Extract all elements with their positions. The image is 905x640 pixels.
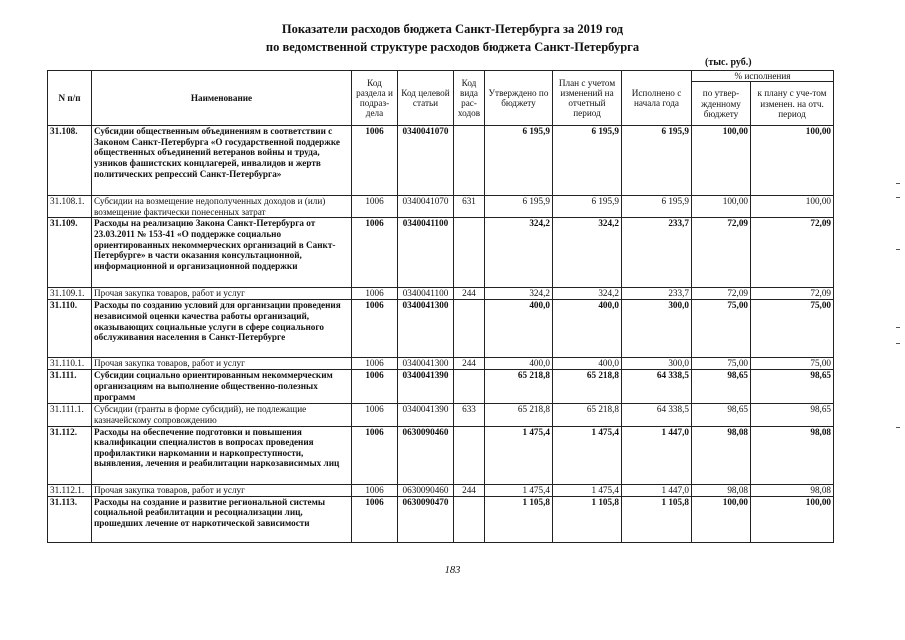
row-expense-type-code (454, 496, 485, 542)
header-executed: Исполнено с начала года (622, 71, 692, 126)
budget-table (47, 70, 834, 543)
header-num: N п/п (48, 71, 92, 126)
row-executed: 6 195,9 (622, 196, 692, 218)
row-expense-type-code: 244 (454, 288, 485, 300)
row-number: 31.108.1. (48, 196, 92, 218)
header-plan: План с учетом изменений на отчетный период (553, 71, 622, 126)
row-pct-approved: 98,65 (692, 370, 751, 404)
row-expense-type-code: 631 (454, 196, 485, 218)
row-pct-approved: 100,00 (692, 496, 751, 542)
row-number: 31.108. (48, 126, 92, 196)
row-number: 31.113. (48, 496, 92, 542)
row-target-code: 0340041300 (398, 300, 454, 358)
row-approved: 1 105,8 (485, 496, 553, 542)
table-row (48, 126, 834, 196)
row-pct-approved: 75,00 (692, 358, 751, 370)
row-executed: 233,7 (622, 288, 692, 300)
row-number: 31.111. (48, 370, 92, 404)
row-target-code: 0630090460 (398, 426, 454, 484)
row-plan: 400,0 (553, 358, 622, 370)
page-number: 183 (444, 565, 461, 576)
row-plan: 65 218,8 (553, 370, 622, 404)
header-pct-plan: к плану с уче-том изменен. на отч. период (751, 82, 834, 126)
row-name: Субсидии социально ориентированным некоммерческим организациям на выполнение общественно-полезных программ (92, 370, 352, 404)
row-pct-approved: 100,00 (692, 196, 751, 218)
row-section-code: 1006 (352, 288, 398, 300)
row-plan: 6 195,9 (553, 126, 622, 196)
row-pct-plan: 72,09 (751, 288, 834, 300)
row-name: Расходы на обеспечение подготовки и повышения квалификации специалистов в вопросах проведения профилактики наркомании и наркопреступности, выявления, лечения и реабилитации наркозависимых лиц (92, 426, 352, 484)
table-row (48, 358, 834, 370)
row-executed: 64 338,5 (622, 370, 692, 404)
row-pct-approved: 98,65 (692, 404, 751, 426)
row-number: 31.109.1. (48, 288, 92, 300)
row-pct-plan: 72,09 (751, 218, 834, 288)
row-target-code: 0340041390 (398, 370, 454, 404)
row-plan: 400,0 (553, 300, 622, 358)
row-section-code: 1006 (352, 426, 398, 484)
row-plan: 1 105,8 (553, 496, 622, 542)
row-section-code: 1006 (352, 218, 398, 288)
table-row (48, 196, 834, 218)
table-row (48, 404, 834, 426)
header-pct-approved: по утвер-жденному бюджету (692, 82, 751, 126)
row-name: Расходы на реализацию Закона Санкт-Петербурга от 23.03.2011 № 153-41 «О поддержке социально ориентированных некоммерческих организаций в Санкт-Петербурге» в части оказания консультационной, информационной и организационной поддержки (92, 218, 352, 288)
units-label: (тыс. руб.) (705, 57, 752, 68)
row-target-code: 0340041390 (398, 404, 454, 426)
row-executed: 300,0 (622, 358, 692, 370)
row-pct-plan: 100,00 (751, 196, 834, 218)
row-approved: 324,2 (485, 218, 553, 288)
row-plan: 6 195,9 (553, 196, 622, 218)
header-name: Наименование (92, 71, 352, 126)
table-row (48, 288, 834, 300)
row-pct-plan: 98,08 (751, 426, 834, 484)
row-plan: 1 475,4 (553, 426, 622, 484)
row-section-code: 1006 (352, 126, 398, 196)
header-approved: Утверждено по бюджету (485, 71, 553, 126)
row-executed: 300,0 (622, 300, 692, 358)
row-pct-plan: 75,00 (751, 358, 834, 370)
row-target-code: 0340041300 (398, 358, 454, 370)
row-executed: 1 447,0 (622, 484, 692, 496)
header-target-code: Код целевой статьи (398, 71, 454, 126)
row-pct-approved: 75,00 (692, 300, 751, 358)
row-plan: 65 218,8 (553, 404, 622, 426)
row-name: Субсидии на возмещение недополученных доходов и (или) возмещение фактически понесенных затрат (92, 196, 352, 218)
row-target-code: 0340041070 (398, 196, 454, 218)
row-name: Расходы по созданию условий для организации проведения независимой оценки качества работы организаций, оказывающих социальные услуги в сфере социального обслуживания населения в Санкт-Петербурге (92, 300, 352, 358)
row-pct-approved: 100,00 (692, 126, 751, 196)
row-target-code: 0340041100 (398, 218, 454, 288)
row-expense-type-code (454, 300, 485, 358)
row-number: 31.111.1. (48, 404, 92, 426)
row-pct-plan: 98,08 (751, 484, 834, 496)
row-plan: 324,2 (553, 288, 622, 300)
row-approved: 324,2 (485, 288, 553, 300)
table-row (48, 370, 834, 404)
row-executed: 233,7 (622, 218, 692, 288)
row-name: Прочая закупка товаров, работ и услуг (92, 358, 352, 370)
row-expense-type-code: 244 (454, 484, 485, 496)
row-pct-plan: 75,00 (751, 300, 834, 358)
row-pct-plan: 98,65 (751, 370, 834, 404)
row-section-code: 1006 (352, 404, 398, 426)
document-title: Показатели расходов бюджета Санкт-Петербурга за 2019 год (281, 22, 624, 36)
row-approved: 1 475,4 (485, 426, 553, 484)
row-number: 31.110. (48, 300, 92, 358)
row-number: 31.112. (48, 426, 92, 484)
row-name: Субсидии общественным объединениям в соответствии с Законом Санкт-Петербурга «О государственной поддержке общественных объединений ветеранов войны и труда, узников фашистских концлагерей, инвалидов и жертв политических репрессий Санкт-Петербурга» (92, 126, 352, 196)
row-pct-approved: 72,09 (692, 218, 751, 288)
row-section-code: 1006 (352, 484, 398, 496)
header-expense-type-code: Код вида рас-ходов (454, 71, 485, 126)
row-executed: 6 195,9 (622, 126, 692, 196)
row-approved: 400,0 (485, 300, 553, 358)
row-plan: 1 475,4 (553, 484, 622, 496)
row-section-code: 1006 (352, 196, 398, 218)
row-target-code: 0630090470 (398, 496, 454, 542)
row-expense-type-code: 633 (454, 404, 485, 426)
row-section-code: 1006 (352, 370, 398, 404)
row-executed: 1 447,0 (622, 426, 692, 484)
row-name: Расходы на создание и развитие региональной системы социальной реабилитации и ресоциализации лиц, прошедших лечение от наркотической зависимости (92, 496, 352, 542)
row-name: Прочая закупка товаров, работ и услуг (92, 484, 352, 496)
row-pct-approved: 98,08 (692, 426, 751, 484)
row-approved: 6 195,9 (485, 196, 553, 218)
row-expense-type-code (454, 126, 485, 196)
row-pct-approved: 72,09 (692, 288, 751, 300)
row-number: 31.112.1. (48, 484, 92, 496)
row-approved: 6 195,9 (485, 126, 553, 196)
document-subtitle: по ведомственной структуре расходов бюджета Санкт-Петербурга (265, 40, 640, 54)
row-approved: 400,0 (485, 358, 553, 370)
row-pct-plan: 100,00 (751, 126, 834, 196)
row-section-code: 1006 (352, 300, 398, 358)
row-approved: 65 218,8 (485, 370, 553, 404)
row-expense-type-code (454, 218, 485, 288)
row-plan: 324,2 (553, 218, 622, 288)
table-row (48, 218, 834, 288)
header-section-code: Код раздела и подраз-дела (352, 71, 398, 126)
table-row (48, 484, 834, 496)
table-row (48, 426, 834, 484)
table-row (48, 496, 834, 542)
row-pct-plan: 100,00 (751, 496, 834, 542)
row-number: 31.110.1. (48, 358, 92, 370)
row-number: 31.109. (48, 218, 92, 288)
row-approved: 65 218,8 (485, 404, 553, 426)
row-target-code: 0630090460 (398, 484, 454, 496)
row-pct-plan: 98,65 (751, 404, 834, 426)
row-target-code: 0340041070 (398, 126, 454, 196)
row-executed: 64 338,5 (622, 404, 692, 426)
row-section-code: 1006 (352, 358, 398, 370)
row-expense-type-code (454, 426, 485, 484)
row-section-code: 1006 (352, 496, 398, 542)
row-target-code: 0340041100 (398, 288, 454, 300)
row-approved: 1 475,4 (485, 484, 553, 496)
row-executed: 1 105,8 (622, 496, 692, 542)
row-expense-type-code (454, 370, 485, 404)
table-row (48, 300, 834, 358)
row-pct-approved: 98,08 (692, 484, 751, 496)
header-execution-percent: % исполнения (692, 71, 834, 82)
row-expense-type-code: 244 (454, 358, 485, 370)
row-name: Прочая закупка товаров, работ и услуг (92, 288, 352, 300)
row-name: Субсидии (гранты в форме субсидий), не подлежащие казначейскому сопровождению (92, 404, 352, 426)
